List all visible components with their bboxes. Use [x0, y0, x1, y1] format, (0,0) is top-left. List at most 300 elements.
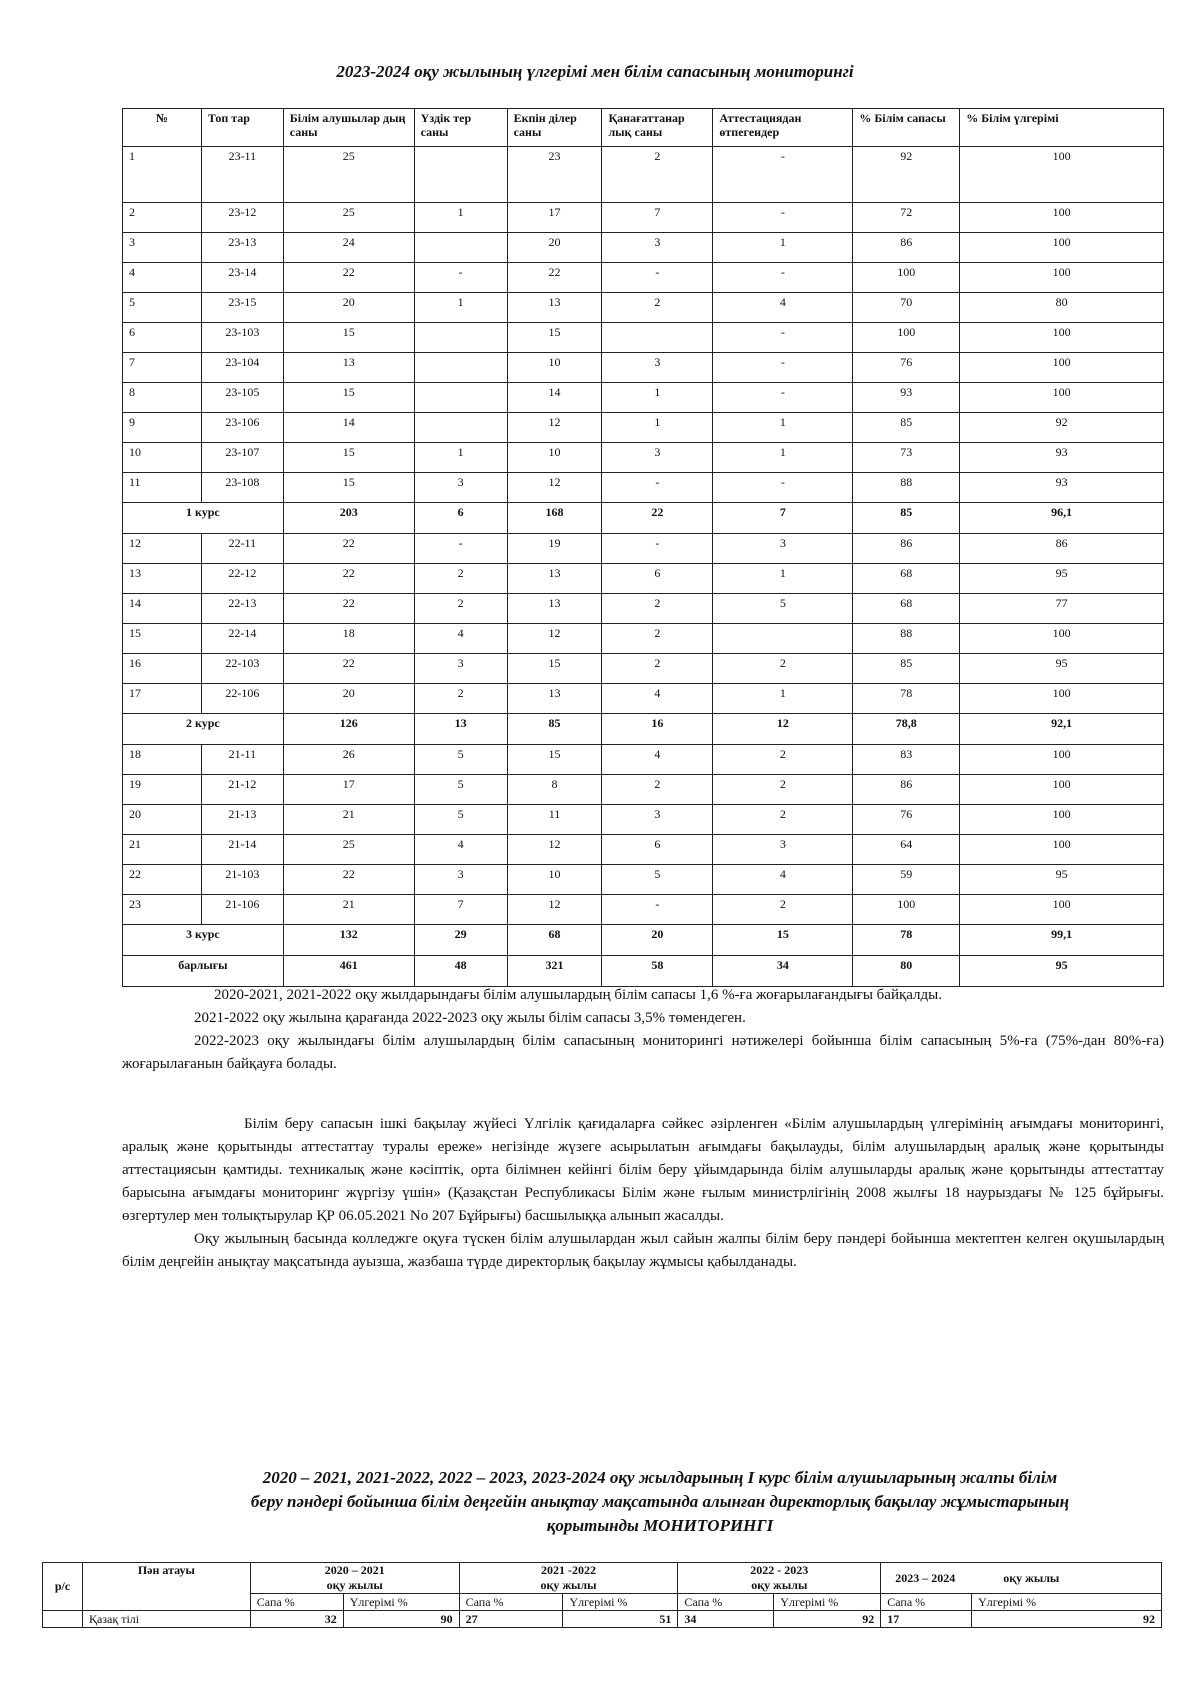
cell-performance: 95 — [960, 956, 1164, 987]
cell-quality: 64 — [853, 835, 960, 865]
table-row — [123, 775, 1164, 805]
cell-quality: 68 — [853, 594, 960, 624]
cell-not-attested: 1 — [713, 443, 853, 473]
cell-not-attested: 1 — [713, 413, 853, 443]
cell-not-attested: 2 — [713, 745, 853, 775]
cell-performance: 99,1 — [960, 925, 1164, 956]
header-sapa: Сапа % — [459, 1594, 563, 1611]
cell-excellent: 48 — [414, 956, 507, 987]
cell-subject: Қазақ тілі — [82, 1611, 250, 1628]
cell-group: 22-12 — [201, 564, 283, 594]
table-row — [123, 293, 1164, 323]
header-sapa: Сапа % — [881, 1594, 972, 1611]
cell-satisfactory: - — [602, 895, 713, 925]
cell-students: 21 — [283, 805, 414, 835]
subtotal-row — [123, 714, 1164, 745]
cell-value: 51 — [563, 1611, 678, 1628]
year-label: 2021 -2022 — [540, 1563, 596, 1577]
cell-group: 23-12 — [201, 203, 283, 233]
cell-good: 22 — [507, 263, 602, 293]
table-row — [123, 805, 1164, 835]
table-row — [123, 654, 1164, 684]
paragraph: 2020-2021, 2021-2022 оқу жылдарындағы білім алушылардың білім сапасы 1,6 %-ға жоғарылағандығы байқалды. — [214, 987, 943, 1003]
cell-good: 17 — [507, 203, 602, 233]
cell-performance: 100 — [960, 203, 1164, 233]
cell-satisfactory: 7 — [602, 203, 713, 233]
header-ulgerim: Үлгерімі % — [343, 1594, 459, 1611]
cell-performance: 92 — [960, 413, 1164, 443]
section-heading-line: қорытынды МОНИТОРИНГІ — [546, 1516, 774, 1535]
cell-students: 132 — [283, 925, 414, 956]
cell-performance: 100 — [960, 684, 1164, 714]
cell-not-attested: 5 — [713, 594, 853, 624]
cell-satisfactory: 22 — [602, 503, 713, 534]
year-label: 2020 – 2021 — [324, 1563, 385, 1577]
cell-excellent — [414, 323, 507, 353]
subtotal-row — [123, 925, 1164, 956]
cell-quality: 73 — [853, 443, 960, 473]
cell-not-attested: - — [713, 323, 853, 353]
cell-group: 23-108 — [201, 473, 283, 503]
cell-good: 168 — [507, 503, 602, 534]
cell-satisfactory: 3 — [602, 353, 713, 383]
cell-good: 321 — [507, 956, 602, 987]
page-title: 2023-2024 оқу жылының үлгерімі мен білім сапасының мониторингі — [336, 62, 854, 81]
cell-students: 22 — [283, 654, 414, 684]
header-rc: р/с — [43, 1563, 83, 1611]
cell-excellent — [414, 413, 507, 443]
cell-number: 22 — [123, 865, 202, 895]
year-sub: оқу жылы — [678, 1578, 881, 1594]
cell-good: 12 — [507, 413, 602, 443]
cell-excellent: 2 — [414, 594, 507, 624]
cell-quality: 72 — [853, 203, 960, 233]
cell-number: 8 — [123, 383, 202, 413]
table-row — [123, 594, 1164, 624]
cell-group: 23-104 — [201, 353, 283, 383]
cell-students: 15 — [283, 383, 414, 413]
cell-performance: 100 — [960, 383, 1164, 413]
cell-number: 21 — [123, 835, 202, 865]
cell-good: 10 — [507, 865, 602, 895]
cell-performance: 95 — [960, 865, 1164, 895]
cell-excellent: 5 — [414, 745, 507, 775]
cell-satisfactory: 6 — [602, 835, 713, 865]
cell-students: 22 — [283, 564, 414, 594]
cell-excellent: 13 — [414, 714, 507, 745]
cell-satisfactory: 6 — [602, 564, 713, 594]
cell-group: 22-14 — [201, 624, 283, 654]
header-ulgerim: Үлгерімі % — [972, 1594, 1162, 1611]
cell-students: 22 — [283, 865, 414, 895]
cell-students: 20 — [283, 684, 414, 714]
cell-excellent: 3 — [414, 654, 507, 684]
cell-not-attested: 1 — [713, 684, 853, 714]
cell-quality: 76 — [853, 805, 960, 835]
cell-students: 14 — [283, 413, 414, 443]
cell-number: 18 — [123, 745, 202, 775]
cell-excellent — [414, 233, 507, 263]
cell-excellent: 2 — [414, 564, 507, 594]
cell-quality: 76 — [853, 353, 960, 383]
cell-good: 12 — [507, 473, 602, 503]
cell-satisfactory: 5 — [602, 865, 713, 895]
header-sapa: Сапа % — [250, 1594, 343, 1611]
cell-students: 24 — [283, 233, 414, 263]
paragraph-block-2 — [122, 1113, 1164, 1274]
cell-not-attested: 34 — [713, 956, 853, 987]
cell-satisfactory: 2 — [602, 293, 713, 323]
cell-not-attested — [713, 624, 853, 654]
cell-not-attested: - — [713, 353, 853, 383]
table-row — [123, 323, 1164, 353]
year-label: 2022 - 2023 — [750, 1563, 809, 1577]
cell-not-attested: - — [713, 473, 853, 503]
cell-not-attested: 2 — [713, 895, 853, 925]
cell-excellent: 5 — [414, 775, 507, 805]
table-row — [123, 413, 1164, 443]
cell-excellent: 1 — [414, 293, 507, 323]
cell-course-label: 3 курс — [123, 925, 284, 956]
cell-good: 23 — [507, 147, 602, 203]
cell-good: 10 — [507, 353, 602, 383]
cell-not-attested: 3 — [713, 835, 853, 865]
table-row — [123, 233, 1164, 263]
cell-satisfactory — [602, 323, 713, 353]
cell-group: 22-11 — [201, 534, 283, 564]
cell-not-attested: 2 — [713, 805, 853, 835]
cell-not-attested: 15 — [713, 925, 853, 956]
cell-quality: 86 — [853, 775, 960, 805]
cell-not-attested: 3 — [713, 534, 853, 564]
year-label: 2023 – 2024 — [895, 1570, 956, 1585]
cell-students: 22 — [283, 263, 414, 293]
cell-quality: 100 — [853, 323, 960, 353]
cell-satisfactory: 3 — [602, 443, 713, 473]
header-excellent: Үздік тер саны — [414, 109, 507, 147]
cell-quality: 78 — [853, 925, 960, 956]
cell-number: 9 — [123, 413, 202, 443]
cell-satisfactory: 3 — [602, 805, 713, 835]
cell-number: 13 — [123, 564, 202, 594]
cell-quality: 68 — [853, 564, 960, 594]
header-year-2023 — [881, 1563, 1162, 1594]
table-row — [123, 147, 1164, 203]
cell-students: 15 — [283, 323, 414, 353]
cell-group: 21-13 — [201, 805, 283, 835]
cell-performance: 100 — [960, 895, 1164, 925]
cell-satisfactory: 3 — [602, 233, 713, 263]
monitoring-table — [122, 108, 1164, 987]
cell-number: 16 — [123, 654, 202, 684]
header-quality: % Білім сапасы — [853, 109, 960, 147]
subtotal-row — [123, 503, 1164, 534]
cell-good: 19 — [507, 534, 602, 564]
cell-quality: 88 — [853, 473, 960, 503]
cell-course-label: 1 курс — [123, 503, 284, 534]
table-row — [123, 473, 1164, 503]
cell-group: 21-11 — [201, 745, 283, 775]
cell-not-attested: 2 — [713, 654, 853, 684]
cell-good: 68 — [507, 925, 602, 956]
cell-good: 10 — [507, 443, 602, 473]
cell-number: 10 — [123, 443, 202, 473]
cell-satisfactory: 2 — [602, 654, 713, 684]
cell-performance: 77 — [960, 594, 1164, 624]
cell-group: 21-14 — [201, 835, 283, 865]
table-row — [123, 835, 1164, 865]
cell-students: 21 — [283, 895, 414, 925]
cell-satisfactory: 2 — [602, 594, 713, 624]
cell-good: 13 — [507, 684, 602, 714]
cell-group: 23-15 — [201, 293, 283, 323]
cell-quality: 59 — [853, 865, 960, 895]
paragraph: Білім беру сапасын ішкі бақылау жүйесі Үлгілік қағидаларға сәйкес әзірленген «Білім алушылардың үлгерімінің ағымдағы мониторингі, аралық және қорытынды аттестаттау туралы ереже» негізінде жүзеге асырылатын ағымдағы бақылауды, білім алушылардың аралық және қорытынды аттестациясын қамтиды. техникалық және кәсіптік, орта білімнен кейінгі білім беру ұйымдарында білім алушыларды аралық және қорытынды аттестаттау барысына ағымдағы мониторинг жүргізу үшін» (Қазақстан Республикасы Білім және ғылым министрлігінің 2008 жылғы 18 наурыздағы № 125 бұйрығы. өзгертулер мен толықтырулар ҚР 06.05.2021 No 207 Бұйрығы) басшылыққа алынып жасалды. — [122, 1116, 1164, 1224]
cell-performance: 100 — [960, 624, 1164, 654]
cell-excellent — [414, 147, 507, 203]
header-satisfactory: Қанағаттанар лық саны — [602, 109, 713, 147]
header-year-2022 — [678, 1563, 881, 1579]
header-ulgerim: Үлгерімі % — [563, 1594, 678, 1611]
cell-good: 15 — [507, 654, 602, 684]
cell-good: 13 — [507, 594, 602, 624]
table-row — [123, 203, 1164, 233]
section-heading-line: 2020 – 2021, 2021-2022, 2022 – 2023, 2023-2024 оқу жылдарының І курс білім алушыларының жалпы білім — [262, 1468, 1058, 1487]
header-performance: % Білім үлгерімі — [960, 109, 1164, 147]
cell-number: 5 — [123, 293, 202, 323]
cell-number: 2 — [123, 203, 202, 233]
cell-group: 23-106 — [201, 413, 283, 443]
cell-number: 11 — [123, 473, 202, 503]
cell-not-attested: 12 — [713, 714, 853, 745]
cell-excellent: - — [414, 263, 507, 293]
cell-quality: 92 — [853, 147, 960, 203]
cell-students: 13 — [283, 353, 414, 383]
cell-group: 23-103 — [201, 323, 283, 353]
cell-group: 22-13 — [201, 594, 283, 624]
cell-value: 90 — [343, 1611, 459, 1628]
cell-value: 92 — [972, 1611, 1162, 1628]
cell-satisfactory: - — [602, 534, 713, 564]
header-ulgerim: Үлгерімі % — [774, 1594, 881, 1611]
cell-performance: 100 — [960, 805, 1164, 835]
cell-satisfactory: 58 — [602, 956, 713, 987]
cell-group: 23-107 — [201, 443, 283, 473]
cell-number: 17 — [123, 684, 202, 714]
table-row — [123, 745, 1164, 775]
cell-excellent: 3 — [414, 865, 507, 895]
cell-satisfactory: 1 — [602, 383, 713, 413]
table-row — [123, 383, 1164, 413]
cell-quality: 86 — [853, 233, 960, 263]
cell-excellent: 2 — [414, 684, 507, 714]
table-row — [43, 1611, 1162, 1628]
cell-students: 20 — [283, 293, 414, 323]
cell-satisfactory: 16 — [602, 714, 713, 745]
table-row — [123, 263, 1164, 293]
cell-students: 126 — [283, 714, 414, 745]
cell-good: 85 — [507, 714, 602, 745]
cell-group: 23-11 — [201, 147, 283, 203]
cell-number: 3 — [123, 233, 202, 263]
subtotal-row — [123, 956, 1164, 987]
cell-value: 92 — [774, 1611, 881, 1628]
cell-excellent: 4 — [414, 624, 507, 654]
cell-excellent: 1 — [414, 203, 507, 233]
header-students: Білім алушылар дың саны — [283, 109, 414, 147]
cell-students: 15 — [283, 473, 414, 503]
cell-performance: 93 — [960, 473, 1164, 503]
cell-satisfactory: 2 — [602, 775, 713, 805]
cell-quality: 85 — [853, 654, 960, 684]
cell-performance: 92,1 — [960, 714, 1164, 745]
section-heading-line: беру пәндері бойынша білім деңгейін анықтау мақсатында алынған директорлық бақылау жұмыстарының — [250, 1492, 1070, 1511]
cell-quality: 80 — [853, 956, 960, 987]
cell-number: 19 — [123, 775, 202, 805]
cell-not-attested: 4 — [713, 865, 853, 895]
cell-satisfactory: 1 — [602, 413, 713, 443]
paragraph: Оқу жылының басында колледжге оқуға түскен білім алушылардан жыл сайын жалпы білім беру пәндері бойынша мектептен келген оқушылардың білім деңгейін анықтау мақсатында ауызша, жазбаша түрде директорлық бақылау жұмысы қабылданады. — [122, 1231, 1164, 1270]
cell-excellent: 29 — [414, 925, 507, 956]
cell-performance: 100 — [960, 323, 1164, 353]
cell-quality: 83 — [853, 745, 960, 775]
table-header-row — [123, 109, 1164, 147]
cell-quality: 88 — [853, 624, 960, 654]
cell-number: 7 — [123, 353, 202, 383]
cell-not-attested: 1 — [713, 233, 853, 263]
cell-good: 13 — [507, 564, 602, 594]
cell-quality: 93 — [853, 383, 960, 413]
table-row — [123, 564, 1164, 594]
cell-not-attested: 7 — [713, 503, 853, 534]
cell-performance: 86 — [960, 534, 1164, 564]
cell-quality: 78,8 — [853, 714, 960, 745]
cell-quality: 70 — [853, 293, 960, 323]
table-row — [123, 684, 1164, 714]
cell-students: 18 — [283, 624, 414, 654]
cell-good: 20 — [507, 233, 602, 263]
cell-not-attested: 4 — [713, 293, 853, 323]
cell-value: 32 — [250, 1611, 343, 1628]
header-not-attested: Аттестациядан өтпегендер — [713, 109, 853, 147]
table-row — [123, 895, 1164, 925]
cell-quality: 78 — [853, 684, 960, 714]
cell-group: 23-13 — [201, 233, 283, 263]
header-good: Екпін ділер саны — [507, 109, 602, 147]
cell-satisfactory: 4 — [602, 684, 713, 714]
paragraph: 2021-2022 оқу жылына қарағанда 2022-2023 оқу жылы білім сапасы 3,5% төмендеген. — [194, 1010, 746, 1026]
cell-performance: 100 — [960, 233, 1164, 263]
cell-students: 17 — [283, 775, 414, 805]
cell-good: 15 — [507, 323, 602, 353]
cell-students: 25 — [283, 147, 414, 203]
cell-group: 23-14 — [201, 263, 283, 293]
cell-performance: 80 — [960, 293, 1164, 323]
cell-number: 14 — [123, 594, 202, 624]
cell-quality: 100 — [853, 263, 960, 293]
cell-number: 12 — [123, 534, 202, 564]
cell-performance: 100 — [960, 835, 1164, 865]
cell-satisfactory: 4 — [602, 745, 713, 775]
cell-group: 22-106 — [201, 684, 283, 714]
table2-header-row — [43, 1563, 1162, 1579]
cell-value: 34 — [678, 1611, 774, 1628]
paragraph-block-1 — [122, 984, 1164, 1076]
cell-students: 15 — [283, 443, 414, 473]
cell-good: 8 — [507, 775, 602, 805]
header-year-2021 — [459, 1563, 678, 1579]
cell-course-label: барлығы — [123, 956, 284, 987]
cell-excellent — [414, 353, 507, 383]
cell-good: 11 — [507, 805, 602, 835]
cell-number: 20 — [123, 805, 202, 835]
cell-performance: 95 — [960, 564, 1164, 594]
table-row — [123, 534, 1164, 564]
cell-students: 461 — [283, 956, 414, 987]
cell-course-label: 2 курс — [123, 714, 284, 745]
year-sub: оқу жылы — [250, 1578, 459, 1594]
cell-good: 12 — [507, 835, 602, 865]
table-row — [123, 443, 1164, 473]
cell-not-attested: - — [713, 263, 853, 293]
cell-performance: 100 — [960, 263, 1164, 293]
cell-not-attested: - — [713, 147, 853, 203]
cell-group: 21-106 — [201, 895, 283, 925]
cell-excellent: 4 — [414, 835, 507, 865]
cell-number: 6 — [123, 323, 202, 353]
cell-performance: 93 — [960, 443, 1164, 473]
cell-excellent: - — [414, 534, 507, 564]
cell-excellent: 6 — [414, 503, 507, 534]
cell-quality: 85 — [853, 503, 960, 534]
cell-excellent: 3 — [414, 473, 507, 503]
cell-number: 23 — [123, 895, 202, 925]
cell-not-attested: - — [713, 203, 853, 233]
header-year-2020 — [250, 1563, 459, 1579]
cell-quality: 86 — [853, 534, 960, 564]
cell-good: 13 — [507, 293, 602, 323]
table-row — [123, 865, 1164, 895]
cell-number: 1 — [123, 147, 202, 203]
cell-satisfactory: - — [602, 473, 713, 503]
cell-performance: 100 — [960, 353, 1164, 383]
cell-not-attested: - — [713, 383, 853, 413]
table-row — [123, 624, 1164, 654]
section-heading — [160, 1466, 1160, 1538]
cell-excellent: 1 — [414, 443, 507, 473]
cell-group: 22-103 — [201, 654, 283, 684]
cell-group: 21-103 — [201, 865, 283, 895]
cell-satisfactory: 20 — [602, 925, 713, 956]
cell-excellent — [414, 383, 507, 413]
header-sapa: Сапа % — [678, 1594, 774, 1611]
cell-performance: 96,1 — [960, 503, 1164, 534]
cell-number: 4 — [123, 263, 202, 293]
cell-number: 15 — [123, 624, 202, 654]
cell-performance: 100 — [960, 147, 1164, 203]
cell-performance: 95 — [960, 654, 1164, 684]
cell-quality: 85 — [853, 413, 960, 443]
cell-value: 17 — [881, 1611, 972, 1628]
cell-performance: 100 — [960, 745, 1164, 775]
year-sub: оқу жылы — [1003, 1570, 1060, 1585]
cell-good: 15 — [507, 745, 602, 775]
cell-students: 203 — [283, 503, 414, 534]
header-subject: Пән атауы — [82, 1563, 250, 1611]
cell-good: 12 — [507, 895, 602, 925]
cell-excellent: 7 — [414, 895, 507, 925]
cell-excellent: 5 — [414, 805, 507, 835]
